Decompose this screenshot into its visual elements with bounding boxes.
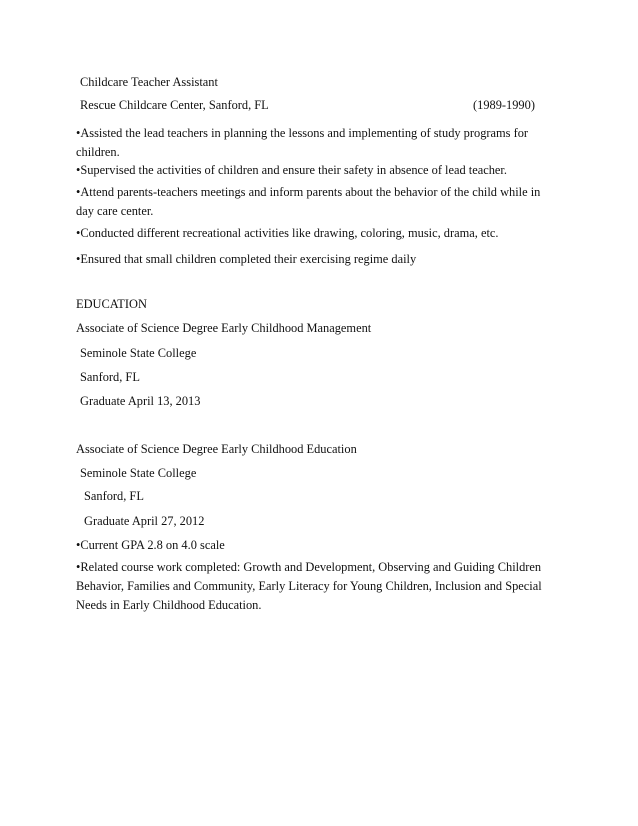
- job-bullet: •Attend parents-teachers meetings and inform parents about the behavior of the child while in day care center.: [76, 185, 541, 218]
- job-bullet: •Ensured that small children completed their exercising regime daily: [76, 252, 417, 266]
- job-bullet: •Supervised the activities of children and ensure their safety in absence of lead teacher.: [76, 163, 507, 177]
- job-bullet: •Conducted different recreational activities like drawing, coloring, music, drama, etc.: [76, 226, 499, 240]
- degree-school: Seminole State College: [80, 466, 197, 480]
- job-title: Childcare Teacher Assistant: [80, 75, 218, 89]
- degree-bullet: •Current GPA 2.8 on 4.0 scale: [76, 538, 225, 552]
- degree-location: Sanford, FL: [84, 489, 144, 503]
- degree-bullet: •Related course work completed: Growth and Development, Observing and Guiding Children Behavior, Families and Community, Early Literacy for Young Children, Inclusion and Special Needs in Early Childhood Education.: [76, 560, 542, 612]
- job-bullet: •Assisted the lead teachers in planning the lessons and implementing of study programs for children.: [76, 126, 529, 159]
- degree-graduation: Graduate April 27, 2012: [84, 514, 205, 528]
- degree-location: Sanford, FL: [80, 370, 140, 384]
- degree-name: Associate of Science Degree Early Childhood Education: [76, 442, 357, 456]
- degree-school: Seminole State College: [80, 346, 197, 360]
- job-employer: Rescue Childcare Center, Sanford, FL: [80, 98, 269, 112]
- education-heading: EDUCATION: [76, 297, 147, 311]
- degree-graduation: Graduate April 13, 2013: [80, 394, 201, 408]
- degree-name: Associate of Science Degree Early Childhood Management: [76, 321, 372, 335]
- job-employer-row: [80, 97, 550, 113]
- job-dates: (1989-1990): [473, 98, 535, 112]
